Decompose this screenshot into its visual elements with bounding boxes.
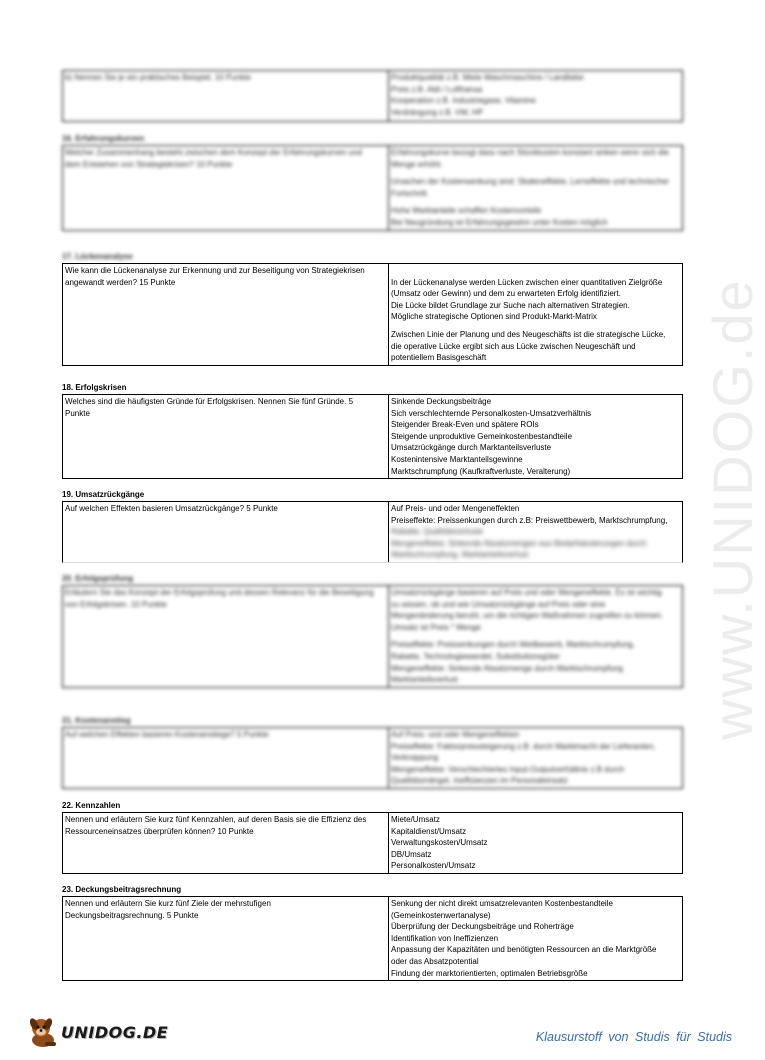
answer-cell: Produktqualität z.B. Miele Waschmaschine / Landliebe Preis z.B. Aldi / Lufthansa Kooperation z.B. Industriegase, Vitamine Verdrängung z.B. VW, HP [391,73,584,117]
question-cell: b) Nennen Sie je ein praktisches Beispiel. 10 Punkte [63,71,389,121]
section-20 [62,574,683,688]
section-heading: 22. Kennzahlen [62,801,121,810]
question-cell: Auf welchen Effekten basieren Umsatzrückgänge? 5 Punkte [63,502,389,562]
qa-table [62,501,683,563]
unidog-logo[interactable] [25,1015,168,1049]
answer-cell: Umsatzrückgänge basieren auf Preis und oder Mengeneffekte. Es ist wichtig zu wissen, ob und wie Umsatzrückgänge auf Preis oder eine Mengenänderung beruht, um die richtigen Maßnahmen zugreifen zu können. Umsatz ist Preis * Menge Preiseffekte: Preissenkungen durch Wettbewerb, Marktschrumpfung, Rabatte, Technologiewandel, Substitutionsgüter Mengeneffekte: Sinkende Absatzmenge durch Marktschrumpfung Marktanteilsverlust [391,588,664,685]
question-cell: Erläutern Sie das Konzept der Erfolgsprüfung und dessen Relevanz für die Beseitigung von Erfolgskrisen. 10 Punkte [63,586,389,687]
question-cell: Wie kann die Lückenanalyse zur Erkennung und zur Beseitigung von Strategiekrisen angewandt werden? 15 Punkte [63,264,389,365]
answer-cell: Erfahrungskurve bezogt dass nach Stückkosten konstant sinken wenn sich die Menge erhöht. Ursachen der Kostensenkung sind: Skaleneffekte, Lerneffekte und technischer Fortschritt. Hohe Marktanteile schaffen Kostenvorteile Bei Neugründung ist Erfahrungsgewinn unter Kosten möglich [391,148,670,227]
section-heading: 16. Erfahrungskurven [62,134,145,143]
question-cell: Auf welchen Effekten basieren Kostenanstiege? 5 Punkte [63,728,389,788]
qa-table [62,394,683,479]
answer-cell: Sinkende Deckungsbeiträge Sich verschlechternde Personalkosten-Umsatzverhältnis Steigender Break-Even und spätere ROIs Steigende unproduktive Gemeinkostenbestandteile Umsatzrückgänge durch Marktanteilsverluste Kostenintensive Marktanteilsgewinne Marktschrumpfung (Kaufkraftverluste, Veralterung) [391,397,592,476]
section-heading: 20. Erfolgsprüfung [62,574,134,583]
section-heading: 23. Deckungsbeitragsrechnung [62,885,182,894]
footer-slogan: Klausurstoff von Studis für Studis [535,1030,732,1044]
qa-table [62,896,683,981]
section-heading: 17. Lückenanalyse [62,252,133,261]
question-cell: Nennen und erläutern Sie kurz fünf Ziele der mehrstufigen Deckungsbeitragsrechnung. 5 Punkte [63,897,389,980]
section-heading: 19. Umsatzrückgänge [62,490,145,499]
answer-cell: In der Lückenanalyse werden Lücken zwischen einer quantitativen Zielgröße (Umsatz oder Gewinn) und dem zu erwarteten Erfolg identifiziert. Die Lücke bildet Grundlage zur Suche nach alternativen Strategien. Mögliche strategische Optionen sind Produkt-Markt-Matrix Zwischen Linie der Planung und des Neugeschäfts ist die strategische Lücke, die operative Lücke ergibt sich aus Lücke zwischen Neugeschäft und potentiellem Basisgeschäft [391,277,666,363]
qa-table [62,70,683,122]
qa-table [62,727,683,789]
question-cell: Welches sind die häufigsten Gründe für Erfolgskrisen. Nennen Sie fünf Gründe. 5 Punkte [63,395,389,478]
qa-table [62,585,683,688]
section-23 [62,885,683,981]
qa-table [62,263,683,366]
answer-cell: Auf Preis- und oder Mengeneffekten Preiseffekte: Preissenkungen durch z.B: Preiswettbewerb, Marktschrumpfung, Rabatte, Qualitätsverluste Mengeneffekte: Sinkende Absatzmengen aus Bedarfsänderungen durch Marktschrumpfung, Marktanteilsverlust [391,504,668,560]
watermark: www.UNIDOG.de [701,278,764,740]
question-cell: Welcher Zusammenhang besteht zwischen dem Konzept der Erfahrungskurven und dem Entstehen von Strategiekrisen? 10 Punkte [63,146,389,230]
section-15 [62,70,683,122]
logo-text: UNIDOG.DE [61,1022,169,1042]
section-22 [62,801,683,874]
question-cell: Nennen und erläutern Sie kurz fünf Kennzahlen, auf deren Basis sie die Effizienz des Ressourceneinsatzes überprüfen können? 10 Punkte [63,813,389,873]
section-heading: 21. Kostenanstieg [62,716,131,725]
qa-table [62,812,683,874]
section-17 [62,252,683,366]
dog-mascot-icon [25,1015,59,1049]
answer-cell: Senkung der nicht direkt umsatzrelevanten Kostenbestandteile (Gemeinkostenwertanalyse) Überprüfung der Deckungsbeiträge und Roherträge Identifikation von Ineffizienzen Anpassung der Kapazitäten und benötigten Ressourcen an die Marktgröße oder das Absatzpotential Findung der marktorientierten, optimalen Betriebsgröße [391,899,657,978]
section-heading: 18. Erfolgskrisen [62,383,127,392]
answer-cell: Auf Preis- und oder Mengeneffekten Preiseffekte: Faktorpreissteigerung z.B. durch Marktmacht der Lieferanten, Verknappung Mengeneffekte: Verschlechtertes Input-Outputverhältnis z.B durch Qualitätsmängel, Ineffizienzen im Personaleinsatz [391,730,656,786]
qa-table [62,145,683,231]
section-18 [62,383,683,479]
section-21 [62,716,683,789]
section-19 [62,490,683,563]
section-16 [62,134,683,231]
answer-cell: Miete/Umsatz Kapitaldienst/Umsatz Verwaltungskosten/Umsatz DB/Umsatz Personalkosten/Umsatz [391,815,488,871]
